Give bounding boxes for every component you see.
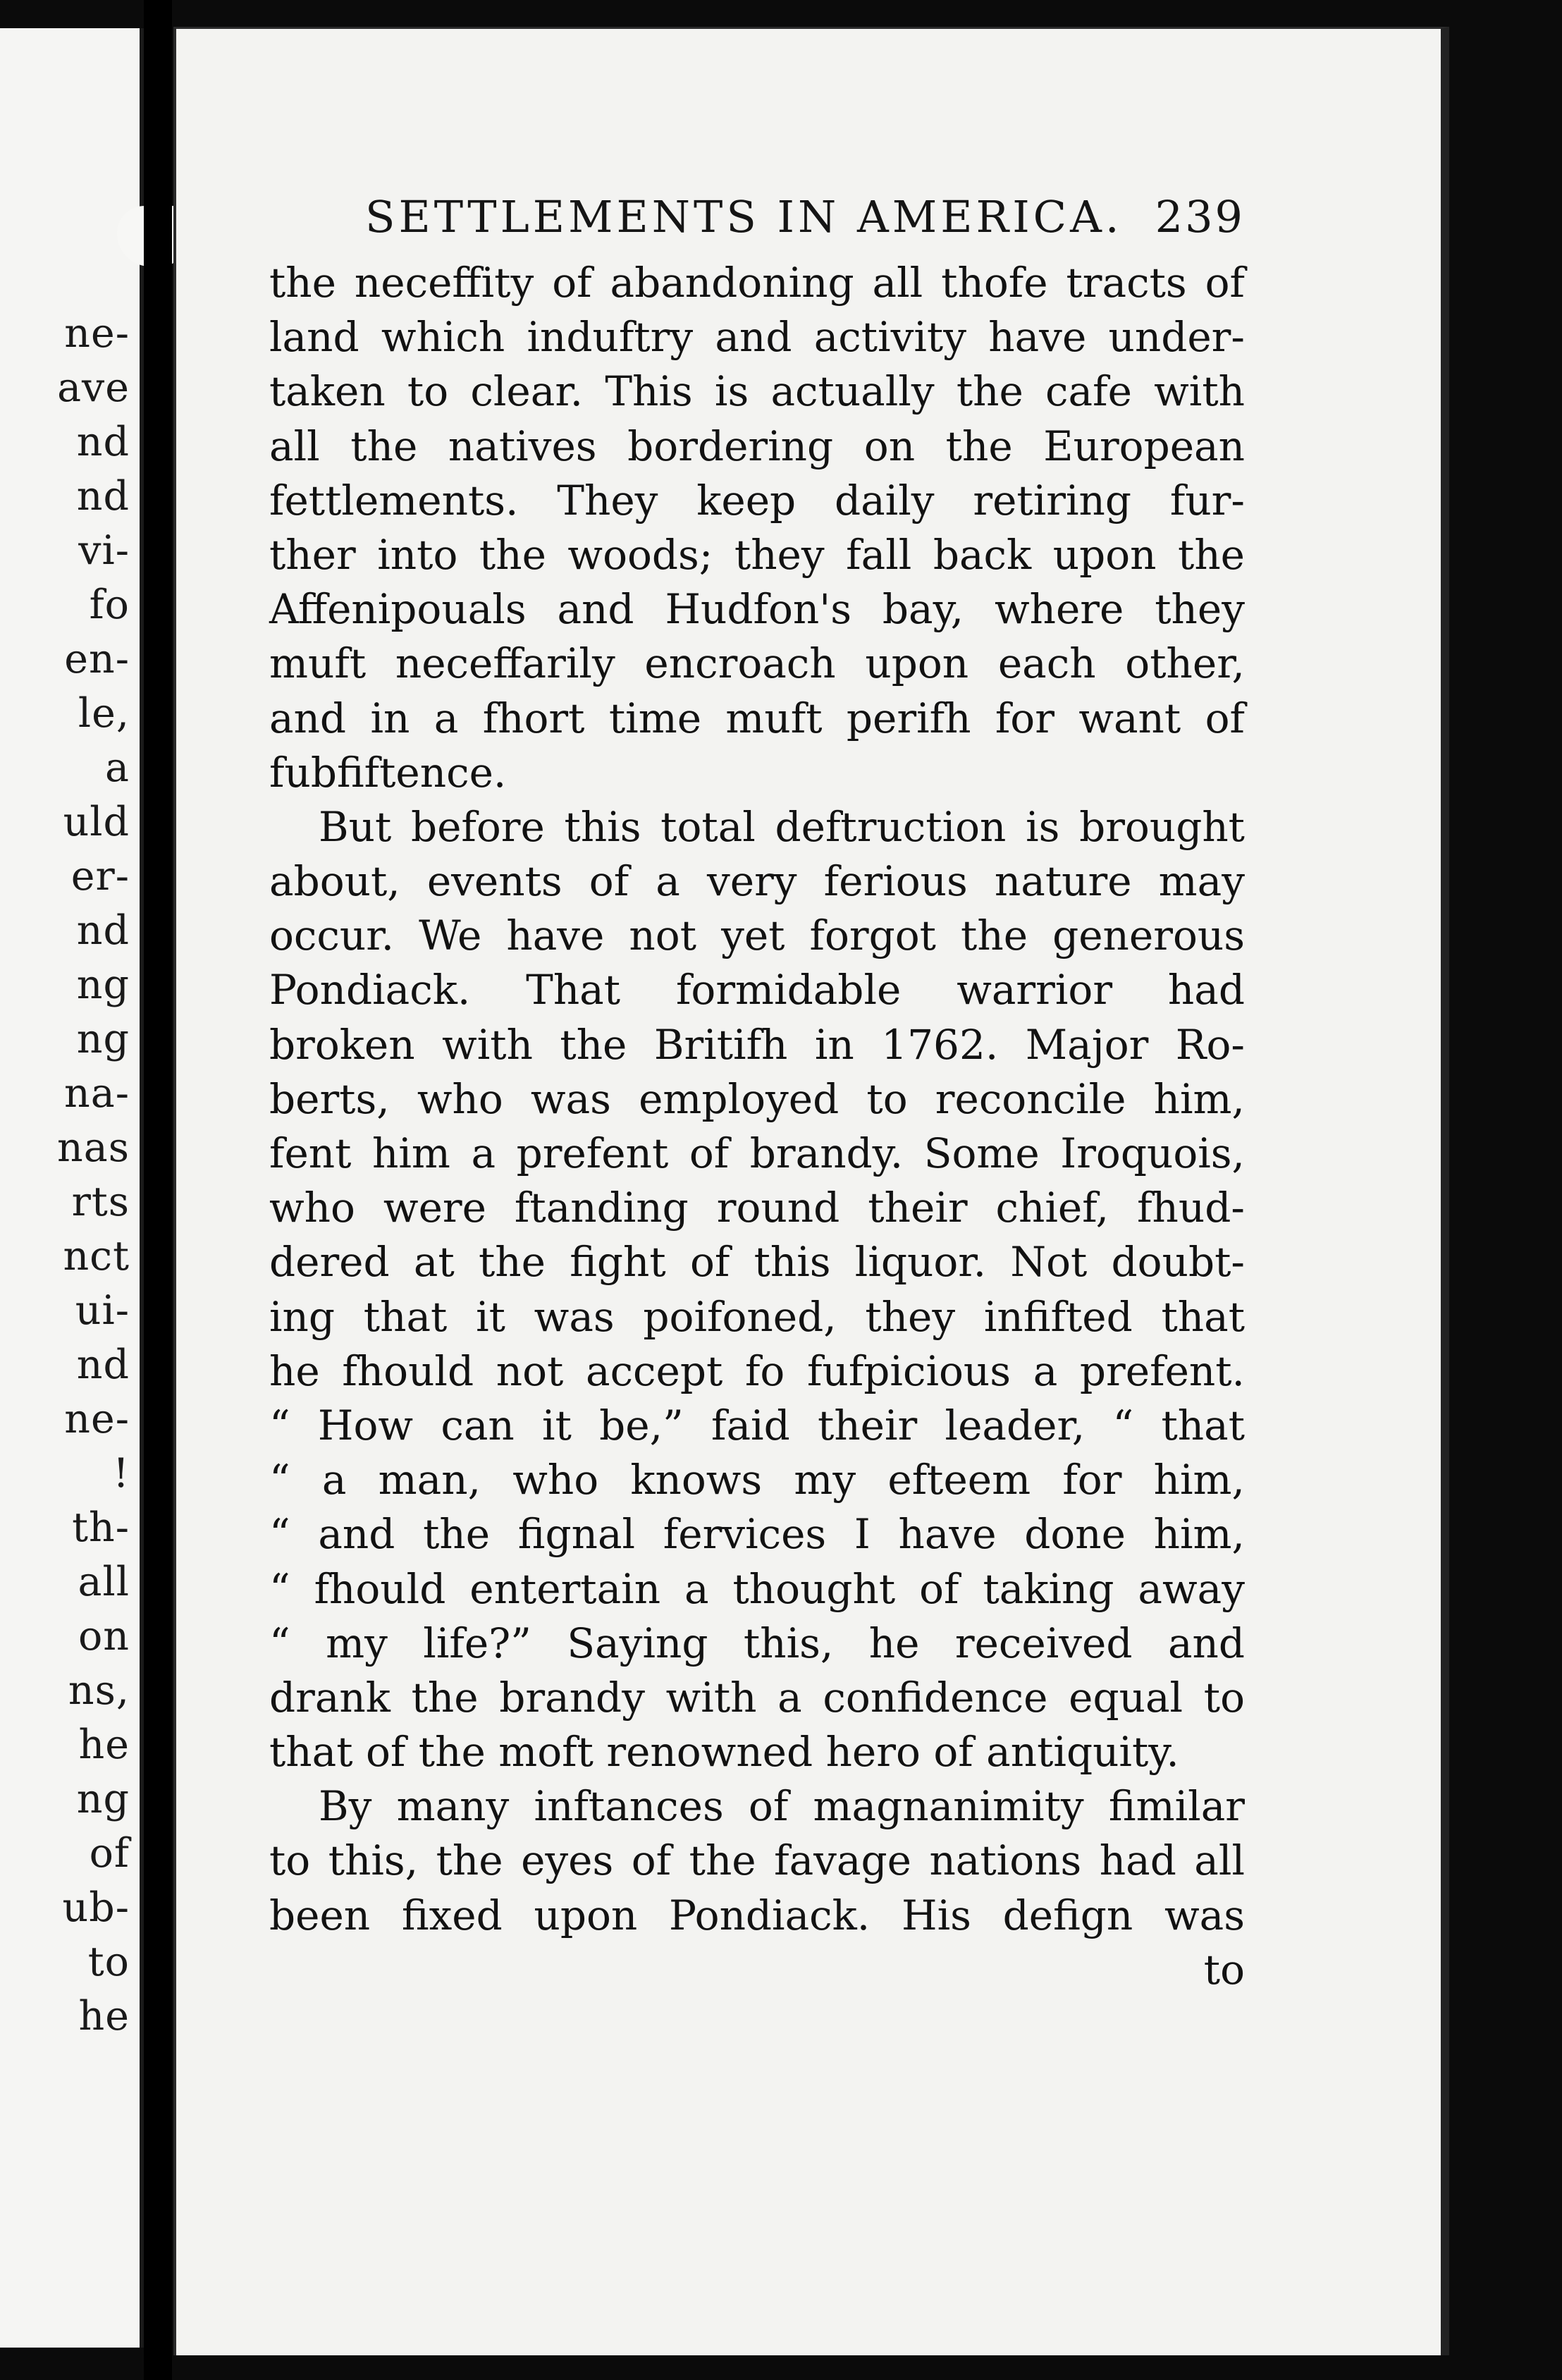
page-number: 239 (1155, 191, 1245, 243)
facing-page-line: na- (64, 1070, 130, 1117)
book-page (173, 27, 1449, 2355)
text-line: ther into the woods; they fall back upon the (269, 530, 1245, 579)
text-line: and in a fhort time muft perifh for want of (269, 694, 1245, 742)
facing-page-line: er- (70, 853, 130, 900)
catchword: to (1203, 1945, 1245, 1994)
facing-page-line: ui- (75, 1287, 130, 1334)
text-line: By many inftances of magnanimity fimilar (319, 1782, 1245, 1831)
text-line: “ How can it be,” faid their leader, “ that (269, 1401, 1245, 1449)
facing-page-line: nas (57, 1124, 130, 1171)
facing-page-line: ng (76, 1776, 130, 1822)
facing-page-line: nd (76, 907, 130, 954)
text-line: drank the brandy with a confidence equal to (269, 1673, 1245, 1722)
text-line: all the natives bordering on the European (269, 422, 1245, 470)
body-text (269, 256, 1245, 1997)
facing-page-line: ng (76, 962, 130, 1008)
text-line: dered at the fight of this liquor. Not doubt- (269, 1238, 1245, 1287)
text-line: fettlements. They keep daily retiring fur- (269, 476, 1245, 525)
facing-page-line: en- (64, 636, 130, 682)
facing-page-line: ns, (68, 1667, 130, 1714)
text-line: occur. We have not yet forgot the generous (269, 912, 1245, 960)
facing-page-line: fo (89, 582, 130, 628)
text-line: been fixed upon Pondiack. His defign was (269, 1891, 1245, 1939)
text-line: fubfiftence. (269, 748, 507, 797)
text-line: Pondiack. That formidable warrior had (269, 966, 1245, 1014)
running-title: SETTLEMENTS IN AMERICA. (365, 191, 1123, 243)
text-line: about, events of a very ferious nature may (269, 857, 1245, 906)
facing-page-line: ng (76, 1016, 130, 1062)
facing-page-line: ub- (62, 1884, 130, 1931)
text-line: Affenipouals and Hudfon's bay, where they (269, 585, 1245, 634)
facing-page-line: on (78, 1613, 130, 1660)
facing-page-line: ! (113, 1450, 130, 1497)
text-line: that of the moft renowned hero of antiquity. (269, 1728, 1179, 1777)
text-line: berts, who was employed to reconcile him, (269, 1074, 1245, 1123)
text-line: ing that it was poifoned, they infifted that (269, 1292, 1245, 1341)
text-line: fent him a prefent of brandy. Some Iroquois, (269, 1129, 1245, 1177)
text-line: broken with the Britifh in 1762. Major Ro- (269, 1020, 1245, 1069)
text-line: “ a man, who knows my efteem for him, (269, 1456, 1245, 1504)
text-line: But before this total deftruction is brought (319, 802, 1245, 851)
text-line: muft neceffarily encroach upon each other, (269, 639, 1245, 688)
facing-page-line: nct (63, 1233, 130, 1280)
text-line: “ fhould entertain a thought of taking away (269, 1564, 1245, 1613)
facing-page-text (3, 307, 130, 2044)
facing-page-line: ave (57, 364, 130, 411)
text-line: taken to clear. This is actually the cafe with (269, 367, 1245, 416)
facing-page-line: of (89, 1830, 130, 1877)
facing-page-line: he (78, 1722, 130, 1768)
facing-page-line: nd (76, 1342, 130, 1388)
facing-page-line: a (105, 744, 130, 791)
facing-page-line: he (78, 1993, 130, 2039)
text-line: the neceffity of abandoning all thofe tracts of (269, 259, 1245, 307)
facing-page-line: ne- (64, 1396, 130, 1442)
facing-page-line: all (78, 1559, 130, 1605)
text-line: “ and the fignal fervices I have done him, (269, 1510, 1245, 1559)
text-line: he fhould not accept fo fufpicious a prefent. (269, 1347, 1245, 1395)
facing-page (0, 28, 144, 2348)
facing-page-line: rts (71, 1179, 130, 1225)
facing-page-line: ne- (64, 310, 130, 357)
facing-page-line: nd (76, 473, 130, 520)
text-line: “ my life?” Saying this, he received and (269, 1619, 1245, 1667)
facing-page-line: uld (63, 799, 130, 845)
facing-page-line: th- (72, 1504, 130, 1551)
facing-page-line: vi- (78, 527, 130, 574)
page-content (269, 191, 1245, 1997)
text-line: land which induftry and activity have under- (269, 313, 1245, 362)
text-line: to this, the eyes of the favage nations had all (269, 1836, 1245, 1885)
running-head (269, 191, 1245, 256)
facing-page-line: le, (78, 690, 130, 737)
text-line: who were ftanding round their chief, fhud- (269, 1184, 1245, 1232)
book-spine (144, 0, 172, 2380)
facing-page-line: nd (76, 419, 130, 465)
facing-page-line: to (87, 1939, 130, 1985)
